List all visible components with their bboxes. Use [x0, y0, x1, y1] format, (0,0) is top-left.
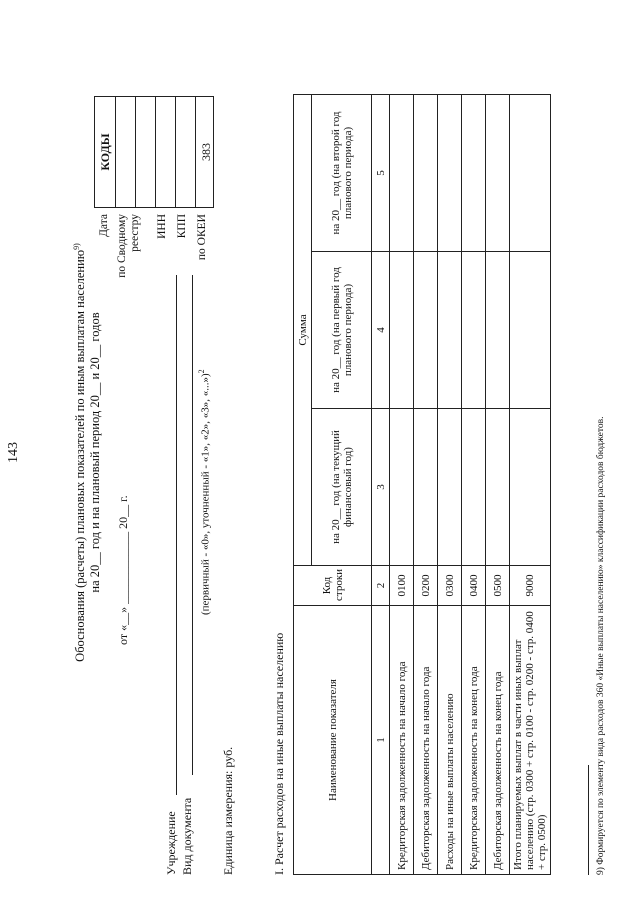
doc-type-field[interactable]: [192, 275, 193, 775]
institution-label: Учреждение: [164, 811, 178, 875]
value-cell[interactable]: [486, 94, 510, 251]
table-row: [462, 94, 486, 874]
expenses-table: [293, 94, 551, 875]
row-code: 0200: [414, 566, 438, 606]
row-name: Дебиторская задолженность на начало года: [414, 606, 438, 875]
value-cell[interactable]: [390, 252, 414, 409]
document-title-text: Обоснования (расчеты) плановых показателей по иным выплатам населению: [73, 249, 88, 662]
row-code: 0400: [462, 566, 486, 606]
col-name-header: Наименование показателя: [294, 606, 372, 875]
code-date-cell[interactable]: [116, 97, 136, 207]
col5-header: на 20__ год (на второй год планового периода): [312, 94, 372, 251]
doc-type-label: Вид документа: [180, 797, 194, 875]
table-row: [414, 94, 438, 874]
label-kpp: КПП: [176, 214, 188, 239]
col-code-header: Код строки: [294, 566, 372, 606]
value-cell[interactable]: [438, 94, 462, 251]
label-inn: ИНН: [156, 214, 168, 239]
document-title: [72, 0, 88, 905]
table-row: [486, 94, 510, 874]
row-code: 0300: [438, 566, 462, 606]
codes-box: [94, 96, 214, 208]
label-okei: по ОКЕИ: [196, 214, 208, 261]
value-cell[interactable]: [462, 252, 486, 409]
row-name: Итого планируемых выплат в части иных выплат населению (стр. 0300 + стр. 0100 - стр. 0200 - стр. 0400 + стр. 0500): [510, 606, 551, 875]
code-inn-cell[interactable]: [156, 97, 176, 207]
page-number: 143: [6, 442, 21, 463]
section-title: I. Расчет расходов на иные выплаты населению: [272, 632, 286, 875]
row-name: Кредиторская задолженность на конец года: [462, 606, 486, 875]
date-line: от «__» ____________ 20__ г.: [116, 495, 130, 645]
row-code: 0500: [486, 566, 510, 606]
title-footnote-mark: 9): [72, 243, 81, 250]
col3-header: на 20__ год (на текущий финансовый год): [312, 409, 372, 566]
row-name: Расходы на иные выплаты населению: [438, 606, 462, 875]
value-cell[interactable]: [390, 409, 414, 566]
value-cell[interactable]: [486, 409, 510, 566]
row-name: Кредиторская задолженность на начало года: [390, 606, 414, 875]
footnote: 9) Формируется по элементу вида расходов 360 «Иные выплаты населению» классификации расходов бюджетов.: [596, 416, 606, 875]
sum-header: Сумма: [294, 94, 312, 565]
value-cell[interactable]: [462, 409, 486, 566]
value-cell[interactable]: [414, 94, 438, 251]
code-registry-cell[interactable]: [136, 97, 156, 207]
document-period: на 20__ год и на плановый период 20__ и 20__ годов: [88, 312, 102, 593]
value-cell[interactable]: [414, 409, 438, 566]
label-registry: [116, 214, 142, 278]
doc-type-hint: [197, 369, 212, 615]
label-date: Дата: [98, 214, 110, 237]
value-cell[interactable]: [414, 252, 438, 409]
row-code: 9000: [510, 566, 551, 606]
doc-type-hint-text: (первичный - «0», уточненный - «1», «2», «3», «...»): [199, 373, 212, 615]
value-cell[interactable]: [390, 94, 414, 251]
table-row-total: [510, 94, 551, 874]
value-cell[interactable]: [510, 409, 551, 566]
index-cell: 1: [372, 606, 390, 875]
index-cell: 3: [372, 409, 390, 566]
value-cell[interactable]: [510, 94, 551, 251]
label-registry-b: реестру: [129, 214, 141, 252]
table-header-row: [294, 94, 312, 874]
doc-type-hint-mark: 2: [197, 369, 206, 374]
index-cell: 2: [372, 566, 390, 606]
value-cell[interactable]: [438, 409, 462, 566]
footnote-divider: [588, 765, 589, 875]
value-cell[interactable]: [438, 252, 462, 409]
unit-label: Единица измерения: руб.: [221, 746, 235, 875]
code-okei-cell: 383: [199, 143, 213, 161]
table-index-row: [372, 94, 390, 874]
row-name: Дебиторская задолженность на конец года: [486, 606, 510, 875]
codes-header: КОДЫ: [95, 97, 116, 207]
value-cell[interactable]: [486, 252, 510, 409]
col4-header: на 20__ год (на первый год планового периода): [312, 252, 372, 409]
value-cell[interactable]: [510, 252, 551, 409]
index-cell: 5: [372, 94, 390, 251]
row-code: 0100: [390, 566, 414, 606]
institution-field[interactable]: [176, 275, 177, 795]
code-kpp-cell[interactable]: [176, 97, 196, 207]
value-cell[interactable]: [462, 94, 486, 251]
table-row: [438, 94, 462, 874]
table-row: [390, 94, 414, 874]
label-registry-a: по Сводному: [116, 214, 128, 278]
index-cell: 4: [372, 252, 390, 409]
